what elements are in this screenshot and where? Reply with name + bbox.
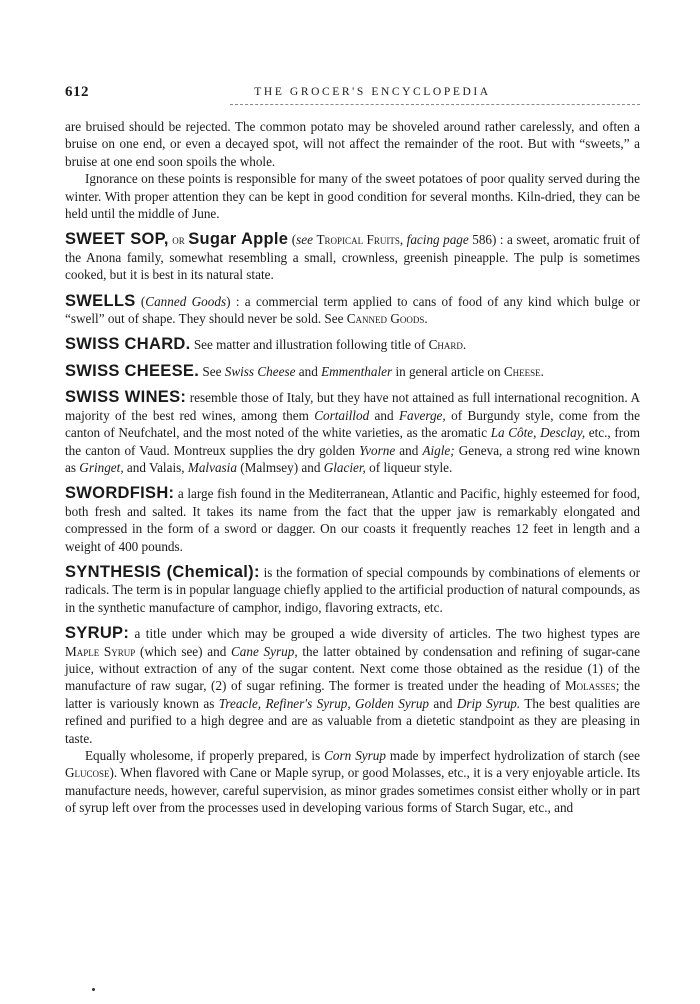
entry-swells	[65, 293, 640, 328]
headword: SWEET SOP,	[65, 230, 169, 249]
cross-reference: Canned Goods	[346, 311, 425, 327]
headword: SYRUP:	[65, 624, 130, 643]
running-title: THE GROCER'S ENCYCLOPEDIA	[254, 86, 491, 98]
paragraph: SWISS CHARD. See matter and illustration following title of Chard.	[65, 335, 467, 354]
entry-synthesis	[65, 564, 640, 616]
paragraph: Ignorance on these points is responsible for many of the sweet potatoes of poor quality served during the winter. With proper attention they can be kept in good condition for several months. Kiln-dried, they can be held until the middle of June.	[65, 171, 640, 222]
paragraph: SWELLS (Canned Goods) : a commercial term applied to cans of food of any kind which bulge or “swell” out of shape. They should never be sold. See Canned Goods.	[65, 291, 640, 327]
paragraph: SWORDFISH: a large fish found in the Mediterranean, Atlantic and Pacific, highly esteemed for food, both fresh and salted. It takes its name from the fact that the upper jaw is remarkably elongated and compressed in the form of a sword or dagger. On our coasts it frequently reaches 12 feet in length and a weight of 400 pounds.	[65, 484, 640, 554]
paragraph: SWISS WINES: resemble those of Italy, but they have not attained as full international recognition. A majority of the best red wines, among them Cortaillod and Faverge, of Burgundy style, come from the canton of Neufchatel, and the most noted of the white varieties, as the aromatic La Côte, Desclay, etc., from the canton of Vaud. Montreux supplies the dry golden Yvorne and Aigle; Geneva, a strong red wine known as Gringet, and Valais, Malvasia (Malmsey) and Glacier, of liqueur style.	[65, 388, 641, 475]
paragraph: Equally wholesome, if properly prepared, is Corn Syrup made by imperfect hydrolization of starch (see Glucose). When flavored with Cane or Maple syrup, or good Molasses, etc., it is a very enjoyable article. Its manufacture needs, however, careful supervision, as minor grades sometimes consist either wholly or in part of syrup left over from the processes used in developing various forms of Starch Sugar, etc., and	[65, 748, 640, 816]
headword: SWISS WINES:	[65, 388, 187, 407]
running-head	[65, 84, 640, 104]
entry-sweet-sop	[65, 231, 640, 283]
headword: SWORDFISH:	[65, 484, 175, 503]
cross-reference: Maple Syrup	[65, 643, 136, 659]
cross-reference: Glucose	[65, 765, 110, 781]
cross-reference: Chard	[428, 337, 463, 353]
ink-speck	[92, 988, 95, 991]
entry-syrup	[65, 625, 640, 816]
paragraph: SWEET SOP, or Sugar Apple (see Tropical Fruits, facing page 586) : a sweet, aromatic fruit of the Anona family, somewhat resembling a small, crownless, greenish pineapple. The pulp is sometimes cooked, but it is best in its natural state.	[65, 230, 640, 283]
header-rule	[230, 104, 640, 105]
paragraph: SYRUP: a title under which may be grouped a wide diversity of articles. The two highest types are Maple Syrup (which see) and Cane Syrup, the latter obtained by condensation and refining of sugar-cane juice, without extraction of any of the sugar content. Next come those obtained as the residue (1) of the manufacture of raw sugar, (2) of sugar refining. The former is treated under the heading of Molasses; the latter is variously known as Treacle, Refiner's Syrup, Golden Syrup and Drip Syrup. The best qualities are refined and purified to a high degree and are as valuable from a dietetic standpoint as they are pleasing in taste.	[65, 624, 640, 746]
entry-sweet-potato-continued	[65, 118, 640, 222]
headword: SYNTHESIS (Chemical):	[65, 562, 260, 581]
entry-swordfish	[65, 485, 640, 555]
headword: SWELLS	[65, 291, 136, 310]
cross-reference: Molasses;	[564, 678, 620, 694]
cross-reference: Cheese	[503, 363, 541, 379]
paragraph: are bruised should be rejected. The common potato may be shoveled around rather carelessly, and often a bruise on one end, or even a decayed spot, will not affect the remainder of the root. But with “sweets,” a bruise at one end soon spoils the whole.	[65, 119, 640, 169]
cross-reference: Tropical Fruits,	[316, 232, 404, 248]
entry-swiss-cheese	[65, 363, 640, 380]
headword: SWISS CHARD.	[65, 335, 191, 354]
entry-swiss-chard	[65, 336, 640, 353]
headword: SWISS CHEESE.	[65, 361, 200, 380]
paragraph: SYNTHESIS (Chemical): is the formation of special compounds by combinations of elements or radicals. The term is in popular language chiefly applied to the artificial production of natural compounds, as in the synthetic manufacture of camphor, indigo, flavoring extracts, etc.	[65, 562, 640, 615]
paragraph: SWISS CHEESE. See Swiss Cheese and Emmenthaler in general article on Cheese.	[65, 361, 544, 380]
page-body	[65, 118, 640, 817]
headword-alternate: Sugar Apple	[188, 230, 289, 249]
page-number: 612	[65, 84, 89, 100]
entry-swiss-wines	[65, 389, 640, 476]
